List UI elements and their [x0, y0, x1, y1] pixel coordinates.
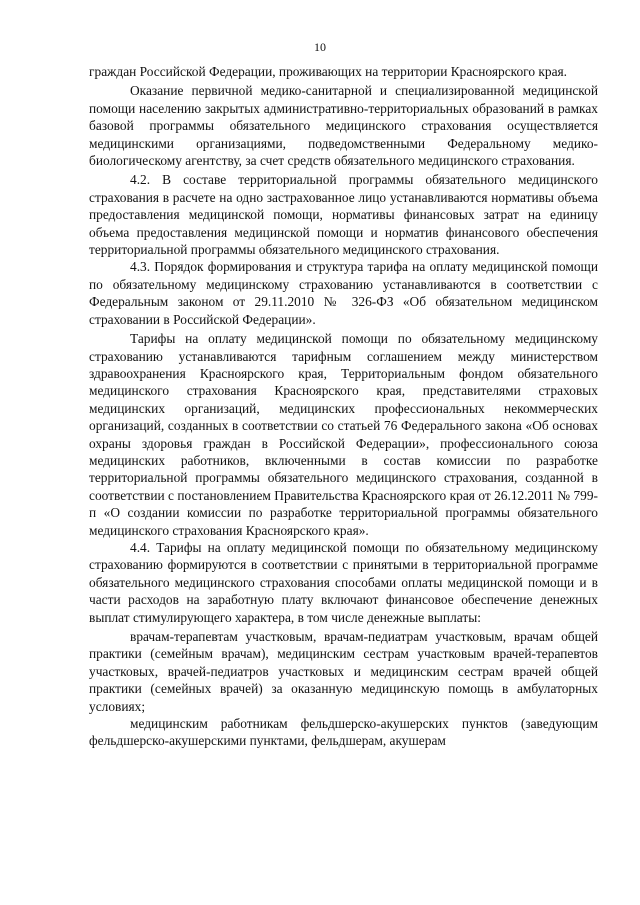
- paragraph-4-3: 4.3. Порядок формирования и структура тарифа на оплату медицинской помощи по обязательному медицинскому страхованию устанавливаются в соответствии с Федеральным законом от 29.11.2010 № 326-ФЗ «Об обязательном медицинском страховании в Российской Федерации».: [89, 259, 598, 327]
- paragraph-continuation: граждан Российской Федерации, проживающих на территории Красноярского края.: [89, 64, 568, 79]
- paragraph-feldsher-workers: медицинским работникам фельдшерско-акушерских пунктов (заведующим фельдшерско-акушерскими пунктами, фельдшерам, акушерам: [89, 716, 598, 749]
- paragraph-4-4: 4.4. Тарифы на оплату медицинской помощи по обязательному медицинскому страхованию формируются в соответствии с принятыми в территориальной программе обязательного медицинского страхования способами оплаты медицинской помощи и в части расходов на заработную плату включают финансовое обеспечение денежных выплат стимулирующего характера, в том числе денежные выплаты:: [89, 539, 598, 625]
- body-text: [89, 63, 598, 750]
- paragraph-tariffs: Тарифы на оплату медицинской помощи по обязательному медицинскому страхованию устанавливаются тарифным соглашением между министерством здравоохранения Красноярского края, Территориальным фондом обязательного медицинского страхования Красноярского края, представителями страховых медицинских организаций, медицинских профессиональных некоммерческих организаций, созданных в соответствии со статьей 76 Федерального закона «Об основах охраны здоровья граждан в Российской Федерации», профессионального союза медицинских работников, включенными в состав комиссии по разработке территориальной программы обязательного медицинского страхования, созданной в соответствии с постановлением Правительства Красноярского края от 26.12.2011 № 799-п «О создании комиссии по разработке территориальной программы обязательного медицинского страхования Красноярского края».: [89, 331, 598, 538]
- page-number: 10: [314, 40, 326, 54]
- paragraph-4-2: 4.2. В составе территориальной программы обязательного медицинского страхования в расчете на одно застрахованное лицо устанавливаются нормативы объема предоставления медицинской помощи, нормативы финансовых затрат на единицу объема предоставления медицинской помощи и норматив финансового обеспечения территориальной программы обязательного медицинского страхования.: [89, 172, 598, 258]
- paragraph-doctors-payments: врачам-терапевтам участковым, врачам-педиатрам участковым, врачам общей практики (семейным врачам), медицинским сестрам участковым врачей-терапевтов участковых, врачей-педиатров участковых и медицинским сестрам врачей общей практики (семейных врачей) за оказанную медицинскую помощь в амбулаторных условиях;: [89, 629, 598, 714]
- paragraph-zato-care: Оказание первичной медико-санитарной и специализированной медицинской помощи населению закрытых административно-территориальных образований в рамках базовой программы обязательного медицинского страхования осуществляется медицинскими организациями, подведомственными Федеральному медико-биологическому агентству, за счет средств обязательного медицинского страхования.: [89, 83, 598, 169]
